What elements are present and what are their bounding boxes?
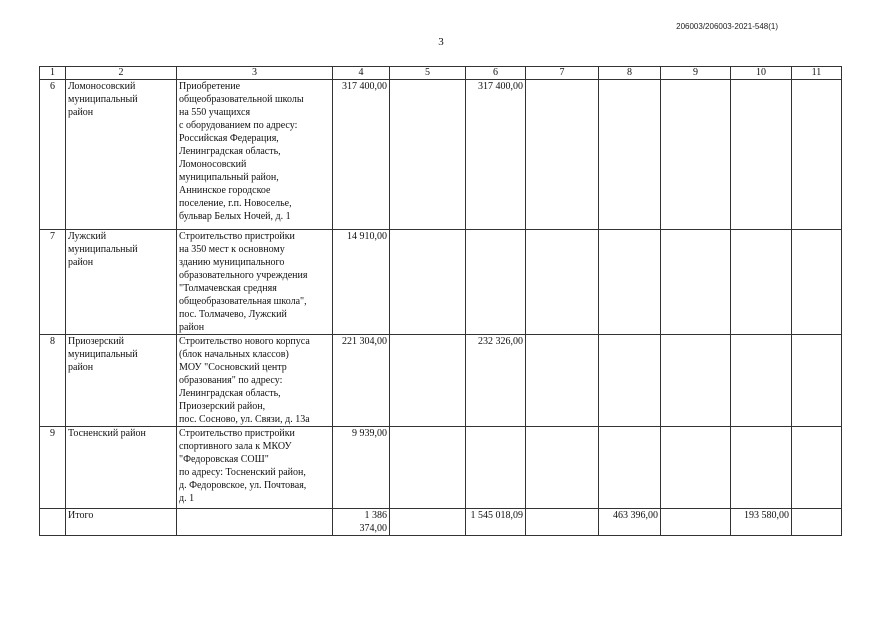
district-cell: Ломоносовский муниципальный район — [66, 80, 177, 230]
table-row — [40, 230, 842, 335]
amount-cell — [466, 230, 526, 335]
district-cell: Лужский муниципальный район — [66, 230, 177, 335]
amount-cell — [792, 335, 842, 427]
district-cell: Приозерский муниципальный район — [66, 335, 177, 427]
row-number: 7 — [40, 230, 66, 335]
description-cell: Приобретение общеобразовательной школы на 550 учащихся с оборудованием по адресу: Российская Федерация, Ленинградская область, Ломоносовский муниципальный район, Аннинское городское поселение, г.п. Новоселье, бульвар Белых Ночей, д. 1 — [177, 80, 333, 230]
amount-cell — [792, 427, 842, 509]
amount-cell — [661, 230, 731, 335]
total-amount-cell: 463 396,00 — [599, 509, 661, 536]
table-header-row — [40, 67, 842, 80]
page-number: 3 — [438, 36, 444, 48]
column-header: 5 — [390, 67, 466, 80]
amount-cell — [661, 427, 731, 509]
row-number: 8 — [40, 335, 66, 427]
description-cell: Строительство нового корпуса (блок начальных классов) МОУ "Сосновский центр образования" по адресу: Ленинградская область, Приозерский район, пос. Сосново, ул. Связи, д. 13а — [177, 335, 333, 427]
total-row — [40, 509, 842, 536]
column-header: 11 — [792, 67, 842, 80]
total-amount-cell — [390, 509, 466, 536]
amount-cell — [599, 427, 661, 509]
amount-cell: 317 400,00 — [466, 80, 526, 230]
amount-cell — [526, 80, 599, 230]
amount-cell — [792, 230, 842, 335]
column-header: 4 — [333, 67, 390, 80]
amount-cell — [599, 230, 661, 335]
amount-cell — [390, 230, 466, 335]
amount-cell — [390, 427, 466, 509]
amount-cell — [731, 427, 792, 509]
row-number: 6 — [40, 80, 66, 230]
column-header: 1 — [40, 67, 66, 80]
total-amount-cell — [661, 509, 731, 536]
column-header: 9 — [661, 67, 731, 80]
description-cell: Строительство пристройки на 350 мест к основному зданию муниципального образовательного учреждения "Толмачевская средняя общеобразовательная школа", пос. Толмачево, Лужский район — [177, 230, 333, 335]
amount-cell — [599, 335, 661, 427]
amount-cell: 317 400,00 — [333, 80, 390, 230]
district-cell: Тосненский район — [66, 427, 177, 509]
amount-cell — [526, 427, 599, 509]
table-row — [40, 80, 842, 230]
amount-cell: 14 910,00 — [333, 230, 390, 335]
row-number: 9 — [40, 427, 66, 509]
column-header: 7 — [526, 67, 599, 80]
amount-cell — [661, 80, 731, 230]
column-header: 2 — [66, 67, 177, 80]
column-header: 10 — [731, 67, 792, 80]
amount-cell — [731, 80, 792, 230]
amount-cell — [526, 335, 599, 427]
table-row — [40, 335, 842, 427]
empty-cell — [40, 509, 66, 536]
amount-cell — [792, 80, 842, 230]
total-amount-cell — [792, 509, 842, 536]
amount-cell — [526, 230, 599, 335]
budget-table — [39, 66, 842, 536]
amount-cell — [390, 80, 466, 230]
amount-cell — [731, 230, 792, 335]
total-amount-cell: 1 545 018,09 — [466, 509, 526, 536]
description-cell: Строительство пристройки спортивного зала к МКОУ "Федоровская СОШ" по адресу: Тосненский район, д. Федоровское, ул. Почтовая, д. 1 — [177, 427, 333, 509]
amount-cell: 232 326,00 — [466, 335, 526, 427]
total-amount-cell: 193 580,00 — [731, 509, 792, 536]
amount-cell: 9 939,00 — [333, 427, 390, 509]
total-label: Итого — [66, 509, 177, 536]
amount-cell — [731, 335, 792, 427]
amount-cell — [661, 335, 731, 427]
column-header: 6 — [466, 67, 526, 80]
total-amount-cell: 1 386 374,00 — [333, 509, 390, 536]
amount-cell — [390, 335, 466, 427]
column-header: 3 — [177, 67, 333, 80]
total-amount-cell — [526, 509, 599, 536]
amount-cell — [466, 427, 526, 509]
empty-cell — [177, 509, 333, 536]
amount-cell: 221 304,00 — [333, 335, 390, 427]
amount-cell — [599, 80, 661, 230]
table-row — [40, 427, 842, 509]
column-header: 8 — [599, 67, 661, 80]
document-id: 206003/206003-2021-548(1) — [676, 22, 778, 31]
